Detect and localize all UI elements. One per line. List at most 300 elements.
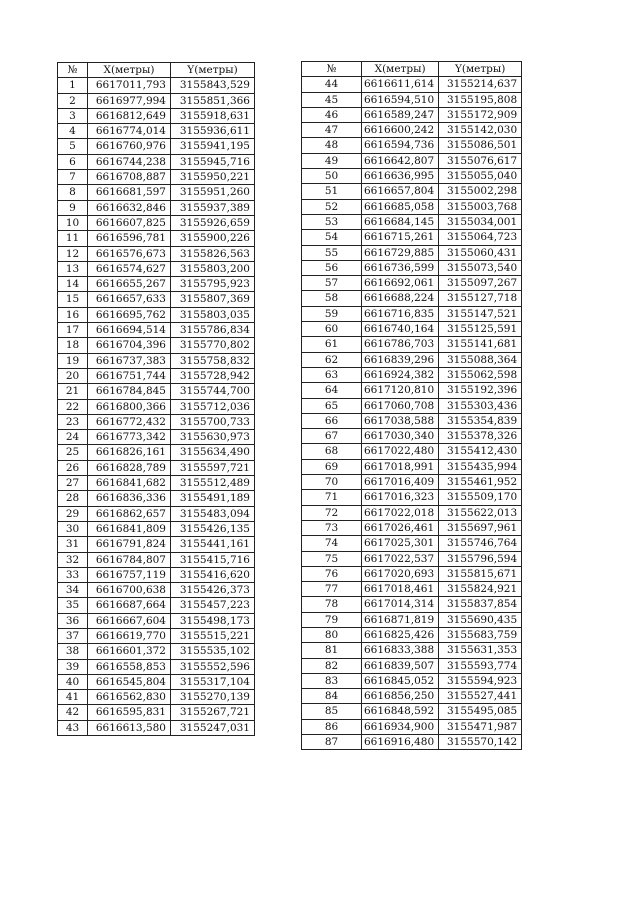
header-x: X(метры) (88, 63, 171, 78)
x-coordinate: 6616791,824 (88, 537, 171, 552)
header-y: Y(метры) (439, 62, 522, 77)
y-coordinate: 3155060,431 (439, 245, 522, 260)
row-number: 65 (302, 398, 362, 413)
table-row (58, 674, 255, 689)
y-coordinate: 3155378,326 (439, 429, 522, 444)
x-coordinate: 6616601,372 (88, 644, 171, 659)
y-coordinate: 3155509,170 (439, 490, 522, 505)
table-row (58, 476, 255, 491)
row-number: 25 (58, 445, 88, 460)
row-number: 9 (58, 200, 88, 215)
y-coordinate: 3155843,529 (171, 78, 255, 93)
row-number: 4 (58, 124, 88, 139)
table-row (302, 306, 522, 321)
x-coordinate: 6617120,810 (362, 383, 439, 398)
y-coordinate: 3155471,987 (439, 719, 522, 734)
x-coordinate: 6617022,537 (362, 551, 439, 566)
y-coordinate: 3155712,036 (171, 399, 255, 414)
row-number: 2 (58, 93, 88, 108)
x-coordinate: 6617060,708 (362, 398, 439, 413)
y-coordinate: 3155594,923 (439, 673, 522, 688)
row-number: 10 (58, 215, 88, 230)
row-number: 3 (58, 108, 88, 123)
x-coordinate: 6616934,900 (362, 719, 439, 734)
row-number: 52 (302, 199, 362, 214)
x-coordinate: 6616596,781 (88, 231, 171, 246)
x-coordinate: 6616784,807 (88, 552, 171, 567)
table-row (58, 628, 255, 643)
table-row (302, 520, 522, 535)
x-coordinate: 6617025,301 (362, 536, 439, 551)
row-number: 16 (58, 307, 88, 322)
table-row (302, 367, 522, 382)
table-row (58, 720, 255, 735)
x-coordinate: 6616757,119 (88, 567, 171, 582)
row-number: 75 (302, 551, 362, 566)
table-row (58, 108, 255, 123)
table-row (58, 215, 255, 230)
x-coordinate: 6616667,604 (88, 613, 171, 628)
x-coordinate: 6616688,224 (362, 291, 439, 306)
table-row (302, 689, 522, 704)
header-y: Y(метры) (171, 63, 255, 78)
row-number: 63 (302, 367, 362, 382)
y-coordinate: 3155142,030 (439, 123, 522, 138)
row-number: 14 (58, 277, 88, 292)
row-number: 43 (58, 720, 88, 735)
y-coordinate: 3155247,031 (171, 720, 255, 735)
table-row (58, 292, 255, 307)
y-coordinate: 3155426,373 (171, 583, 255, 598)
x-coordinate: 6616684,145 (362, 214, 439, 229)
y-coordinate: 3155826,563 (171, 246, 255, 261)
table-row (302, 291, 522, 306)
row-number: 59 (302, 306, 362, 321)
y-coordinate: 3155483,094 (171, 506, 255, 521)
y-coordinate: 3155597,721 (171, 460, 255, 475)
y-coordinate: 3155941,195 (171, 139, 255, 154)
x-coordinate: 6616636,995 (362, 169, 439, 184)
x-coordinate: 6616687,664 (88, 598, 171, 613)
y-coordinate: 3155824,921 (439, 582, 522, 597)
y-coordinate: 3155936,611 (171, 124, 255, 139)
table-row (58, 154, 255, 169)
table-row (302, 260, 522, 275)
x-coordinate: 6617018,991 (362, 459, 439, 474)
row-number: 30 (58, 521, 88, 536)
table-row (302, 566, 522, 581)
y-coordinate: 3155097,267 (439, 276, 522, 291)
x-coordinate: 6616708,887 (88, 170, 171, 185)
y-coordinate: 3155192,396 (439, 383, 522, 398)
y-coordinate: 3155807,369 (171, 292, 255, 307)
x-coordinate: 6616574,627 (88, 261, 171, 276)
x-coordinate: 6616871,819 (362, 612, 439, 627)
row-number: 69 (302, 459, 362, 474)
y-coordinate: 3155951,260 (171, 185, 255, 200)
table-row (302, 536, 522, 551)
table-row (302, 719, 522, 734)
row-number: 71 (302, 490, 362, 505)
y-coordinate: 3155851,366 (171, 93, 255, 108)
x-coordinate: 6617016,323 (362, 490, 439, 505)
coordinates-table-right (301, 61, 522, 750)
table-row (302, 383, 522, 398)
x-coordinate: 6616825,426 (362, 627, 439, 642)
y-coordinate: 3155495,085 (439, 704, 522, 719)
x-coordinate: 6616715,261 (362, 230, 439, 245)
x-coordinate: 6616692,061 (362, 276, 439, 291)
row-number: 66 (302, 413, 362, 428)
table-row (58, 170, 255, 185)
coordinates-table-left (57, 62, 255, 736)
y-coordinate: 3155570,142 (439, 735, 522, 750)
row-number: 57 (302, 276, 362, 291)
row-number: 13 (58, 261, 88, 276)
x-coordinate: 6616611,614 (362, 77, 439, 92)
table-row (58, 261, 255, 276)
x-coordinate: 6616589,247 (362, 107, 439, 122)
x-coordinate: 6617018,461 (362, 582, 439, 597)
x-coordinate: 6616848,592 (362, 704, 439, 719)
y-coordinate: 3155728,942 (171, 368, 255, 383)
table-row (58, 521, 255, 536)
x-coordinate: 6616545,804 (88, 674, 171, 689)
table-row (58, 185, 255, 200)
x-coordinate: 6616716,835 (362, 306, 439, 321)
row-number: 86 (302, 719, 362, 734)
table-row (58, 93, 255, 108)
y-coordinate: 3155512,489 (171, 476, 255, 491)
y-coordinate: 3155062,598 (439, 367, 522, 382)
x-coordinate: 6616729,885 (362, 245, 439, 260)
y-coordinate: 3155073,540 (439, 260, 522, 275)
y-coordinate: 3155634,490 (171, 445, 255, 460)
x-coordinate: 6616773,342 (88, 430, 171, 445)
x-coordinate: 6616657,804 (362, 184, 439, 199)
row-number: 22 (58, 399, 88, 414)
row-number: 74 (302, 536, 362, 551)
x-coordinate: 6616704,396 (88, 338, 171, 353)
y-coordinate: 3155457,223 (171, 598, 255, 613)
y-coordinate: 3155435,994 (439, 459, 522, 474)
x-coordinate: 6616839,296 (362, 352, 439, 367)
y-coordinate: 3155002,298 (439, 184, 522, 199)
x-coordinate: 6616740,164 (362, 322, 439, 337)
y-coordinate: 3155415,716 (171, 552, 255, 567)
row-number: 29 (58, 506, 88, 521)
y-coordinate: 3155803,035 (171, 307, 255, 322)
x-coordinate: 6617026,461 (362, 520, 439, 535)
x-coordinate: 6616700,638 (88, 583, 171, 598)
table-row (58, 460, 255, 475)
table-row (58, 200, 255, 215)
row-number: 33 (58, 567, 88, 582)
row-number: 76 (302, 566, 362, 581)
row-number: 54 (302, 230, 362, 245)
table-body-right (302, 77, 522, 750)
table-row (302, 735, 522, 750)
y-coordinate: 3155622,013 (439, 505, 522, 520)
row-number: 37 (58, 628, 88, 643)
y-coordinate: 3155141,681 (439, 337, 522, 352)
row-number: 49 (302, 153, 362, 168)
table-row (302, 627, 522, 642)
row-number: 48 (302, 138, 362, 153)
x-coordinate: 6616657,633 (88, 292, 171, 307)
y-coordinate: 3155076,617 (439, 153, 522, 168)
row-number: 45 (302, 92, 362, 107)
y-coordinate: 3155441,161 (171, 537, 255, 552)
row-number: 15 (58, 292, 88, 307)
row-number: 51 (302, 184, 362, 199)
table-row (302, 214, 522, 229)
table-row (302, 230, 522, 245)
y-coordinate: 3155416,620 (171, 567, 255, 582)
row-number: 18 (58, 338, 88, 353)
table-row (58, 644, 255, 659)
row-number: 28 (58, 491, 88, 506)
row-number: 40 (58, 674, 88, 689)
y-coordinate: 3155270,139 (171, 690, 255, 705)
table-row (58, 445, 255, 460)
x-coordinate: 6617022,018 (362, 505, 439, 520)
table-row (302, 673, 522, 688)
y-coordinate: 3155744,700 (171, 384, 255, 399)
row-number: 68 (302, 444, 362, 459)
row-number: 53 (302, 214, 362, 229)
y-coordinate: 3155147,521 (439, 306, 522, 321)
y-coordinate: 3155758,832 (171, 353, 255, 368)
table-row (302, 352, 522, 367)
row-number: 17 (58, 323, 88, 338)
x-coordinate: 6616786,703 (362, 337, 439, 352)
table-row (302, 658, 522, 673)
row-number: 38 (58, 644, 88, 659)
y-coordinate: 3155630,973 (171, 430, 255, 445)
x-coordinate: 6616600,242 (362, 123, 439, 138)
x-coordinate: 6617014,314 (362, 597, 439, 612)
row-number: 7 (58, 170, 88, 185)
x-coordinate: 6616744,238 (88, 154, 171, 169)
table-row (58, 307, 255, 322)
x-coordinate: 6616828,789 (88, 460, 171, 475)
x-coordinate: 6616695,762 (88, 307, 171, 322)
table-row (302, 77, 522, 92)
x-coordinate: 6616812,649 (88, 108, 171, 123)
row-number: 79 (302, 612, 362, 627)
x-coordinate: 6616924,382 (362, 367, 439, 382)
table-row (302, 490, 522, 505)
row-number: 20 (58, 368, 88, 383)
header-number: № (58, 63, 88, 78)
x-coordinate: 6616681,597 (88, 185, 171, 200)
y-coordinate: 3155412,430 (439, 444, 522, 459)
y-coordinate: 3155317,104 (171, 674, 255, 689)
table-row (302, 444, 522, 459)
table-row (302, 475, 522, 490)
header-row (302, 62, 522, 77)
row-number: 62 (302, 352, 362, 367)
row-number: 35 (58, 598, 88, 613)
table-row (58, 399, 255, 414)
table-row (58, 414, 255, 429)
y-coordinate: 3155267,721 (171, 705, 255, 720)
x-coordinate: 6616558,853 (88, 659, 171, 674)
table-row (58, 659, 255, 674)
table-row (302, 184, 522, 199)
x-coordinate: 6616632,846 (88, 200, 171, 215)
y-coordinate: 3155491,189 (171, 491, 255, 506)
y-coordinate: 3155515,221 (171, 628, 255, 643)
row-number: 6 (58, 154, 88, 169)
row-number: 19 (58, 353, 88, 368)
y-coordinate: 3155746,764 (439, 536, 522, 551)
x-coordinate: 6616862,657 (88, 506, 171, 521)
row-number: 46 (302, 107, 362, 122)
row-number: 24 (58, 430, 88, 445)
y-coordinate: 3155552,596 (171, 659, 255, 674)
row-number: 80 (302, 627, 362, 642)
y-coordinate: 3155937,389 (171, 200, 255, 215)
table-row (302, 551, 522, 566)
table-row (302, 92, 522, 107)
x-coordinate: 6617030,340 (362, 429, 439, 444)
row-number: 36 (58, 613, 88, 628)
y-coordinate: 3155950,221 (171, 170, 255, 185)
row-number: 87 (302, 735, 362, 750)
table-row (58, 323, 255, 338)
x-coordinate: 6617022,480 (362, 444, 439, 459)
row-number: 23 (58, 414, 88, 429)
table-row (302, 153, 522, 168)
table-row (58, 384, 255, 399)
table-row (58, 583, 255, 598)
x-coordinate: 6616760,976 (88, 139, 171, 154)
row-number: 61 (302, 337, 362, 352)
x-coordinate: 6616594,510 (362, 92, 439, 107)
table-row (302, 505, 522, 520)
table-row (58, 139, 255, 154)
table-row (58, 567, 255, 582)
row-number: 70 (302, 475, 362, 490)
row-number: 58 (302, 291, 362, 306)
x-coordinate: 6616845,052 (362, 673, 439, 688)
row-number: 72 (302, 505, 362, 520)
table-row (58, 430, 255, 445)
table-row (302, 276, 522, 291)
row-number: 82 (302, 658, 362, 673)
y-coordinate: 3155034,001 (439, 214, 522, 229)
x-coordinate: 6616694,514 (88, 323, 171, 338)
x-coordinate: 6616836,336 (88, 491, 171, 506)
x-coordinate: 6616774,014 (88, 124, 171, 139)
row-number: 84 (302, 689, 362, 704)
x-coordinate: 6616576,673 (88, 246, 171, 261)
row-number: 42 (58, 705, 88, 720)
row-number: 85 (302, 704, 362, 719)
y-coordinate: 3155900,226 (171, 231, 255, 246)
y-coordinate: 3155803,200 (171, 261, 255, 276)
y-coordinate: 3155172,909 (439, 107, 522, 122)
y-coordinate: 3155683,759 (439, 627, 522, 642)
y-coordinate: 3155426,135 (171, 521, 255, 536)
y-coordinate: 3155088,364 (439, 352, 522, 367)
y-coordinate: 3155697,961 (439, 520, 522, 535)
table-row (58, 705, 255, 720)
table-row (302, 643, 522, 658)
table-row (58, 491, 255, 506)
table-row (302, 123, 522, 138)
y-coordinate: 3155125,591 (439, 322, 522, 337)
x-coordinate: 6617016,409 (362, 475, 439, 490)
table-row (302, 612, 522, 627)
y-coordinate: 3155945,716 (171, 154, 255, 169)
x-coordinate: 6616772,432 (88, 414, 171, 429)
x-coordinate: 6616613,580 (88, 720, 171, 735)
row-number: 12 (58, 246, 88, 261)
x-coordinate: 6616784,845 (88, 384, 171, 399)
table-row (302, 429, 522, 444)
table-row (58, 690, 255, 705)
y-coordinate: 3155796,594 (439, 551, 522, 566)
x-coordinate: 6616594,736 (362, 138, 439, 153)
y-coordinate: 3155461,952 (439, 475, 522, 490)
x-coordinate: 6616685,058 (362, 199, 439, 214)
x-coordinate: 6616841,809 (88, 521, 171, 536)
row-number: 73 (302, 520, 362, 535)
y-coordinate: 3155527,441 (439, 689, 522, 704)
table-row (302, 337, 522, 352)
row-number: 77 (302, 582, 362, 597)
table-row (302, 398, 522, 413)
x-coordinate: 6616562,830 (88, 690, 171, 705)
row-number: 11 (58, 231, 88, 246)
row-number: 34 (58, 583, 88, 598)
row-number: 21 (58, 384, 88, 399)
x-coordinate: 6617011,793 (88, 78, 171, 93)
x-coordinate: 6616977,994 (88, 93, 171, 108)
table-row (58, 246, 255, 261)
x-coordinate: 6616642,807 (362, 153, 439, 168)
y-coordinate: 3155127,718 (439, 291, 522, 306)
y-coordinate: 3155926,659 (171, 215, 255, 230)
row-number: 1 (58, 78, 88, 93)
x-coordinate: 6617020,693 (362, 566, 439, 581)
y-coordinate: 3155498,173 (171, 613, 255, 628)
row-number: 47 (302, 123, 362, 138)
row-number: 50 (302, 169, 362, 184)
row-number: 83 (302, 673, 362, 688)
row-number: 39 (58, 659, 88, 674)
table-row (302, 107, 522, 122)
table-row (58, 353, 255, 368)
y-coordinate: 3155303,436 (439, 398, 522, 413)
x-coordinate: 6616737,383 (88, 353, 171, 368)
y-coordinate: 3155795,923 (171, 277, 255, 292)
y-coordinate: 3155837,854 (439, 597, 522, 612)
x-coordinate: 6616736,599 (362, 260, 439, 275)
x-coordinate: 6616833,388 (362, 643, 439, 658)
y-coordinate: 3155770,802 (171, 338, 255, 353)
row-number: 8 (58, 185, 88, 200)
y-coordinate: 3155055,040 (439, 169, 522, 184)
table-row (302, 245, 522, 260)
row-number: 55 (302, 245, 362, 260)
row-number: 27 (58, 476, 88, 491)
y-coordinate: 3155786,834 (171, 323, 255, 338)
table-row (58, 124, 255, 139)
